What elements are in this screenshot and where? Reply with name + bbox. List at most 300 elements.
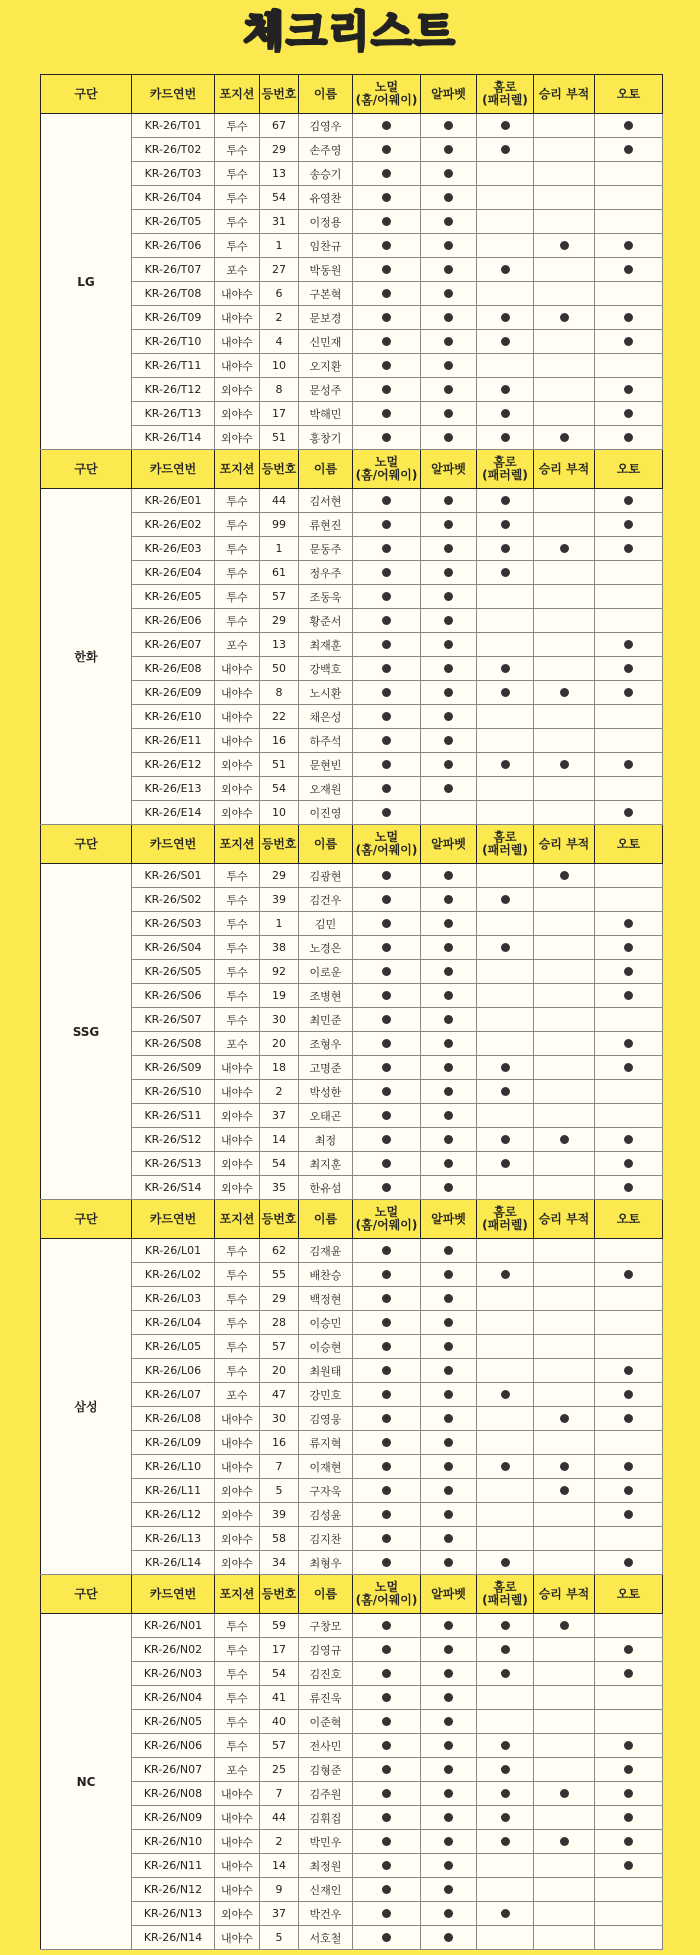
check-charm[interactable] [534, 609, 595, 633]
check-holo[interactable] [477, 1383, 534, 1407]
check-charm[interactable] [534, 1311, 595, 1335]
check-alphabet[interactable] [421, 1128, 477, 1152]
check-alphabet[interactable] [421, 1383, 477, 1407]
check-alphabet[interactable] [421, 282, 477, 306]
check-normal[interactable] [353, 513, 421, 537]
check-alphabet[interactable] [421, 1335, 477, 1359]
check-auto[interactable] [595, 1926, 663, 1950]
check-alphabet[interactable] [421, 1527, 477, 1551]
check-alphabet[interactable] [421, 1662, 477, 1686]
check-normal[interactable] [353, 1503, 421, 1527]
check-charm[interactable] [534, 1878, 595, 1902]
check-holo[interactable] [477, 1902, 534, 1926]
check-holo[interactable] [477, 354, 534, 378]
check-holo[interactable] [477, 1782, 534, 1806]
check-charm[interactable] [534, 1455, 595, 1479]
check-alphabet[interactable] [421, 1431, 477, 1455]
check-auto[interactable] [595, 258, 663, 282]
check-charm[interactable] [534, 1638, 595, 1662]
check-auto[interactable] [595, 1056, 663, 1080]
check-charm[interactable] [534, 1614, 595, 1638]
check-auto[interactable] [595, 1263, 663, 1287]
check-holo[interactable] [477, 1287, 534, 1311]
check-charm[interactable] [534, 378, 595, 402]
check-auto[interactable] [595, 1239, 663, 1263]
check-charm[interactable] [534, 1008, 595, 1032]
check-charm[interactable] [534, 585, 595, 609]
check-normal[interactable] [353, 402, 421, 426]
check-auto[interactable] [595, 1287, 663, 1311]
check-normal[interactable] [353, 1806, 421, 1830]
check-alphabet[interactable] [421, 426, 477, 450]
check-holo[interactable] [477, 234, 534, 258]
check-auto[interactable] [595, 705, 663, 729]
check-charm[interactable] [534, 681, 595, 705]
check-normal[interactable] [353, 1614, 421, 1638]
check-holo[interactable] [477, 1662, 534, 1686]
check-charm[interactable] [534, 186, 595, 210]
check-charm[interactable] [534, 489, 595, 513]
check-holo[interactable] [477, 633, 534, 657]
check-holo[interactable] [477, 513, 534, 537]
check-alphabet[interactable] [421, 114, 477, 138]
check-auto[interactable] [595, 1104, 663, 1128]
check-holo[interactable] [477, 777, 534, 801]
check-holo[interactable] [477, 1758, 534, 1782]
check-alphabet[interactable] [421, 777, 477, 801]
check-alphabet[interactable] [421, 1638, 477, 1662]
check-auto[interactable] [595, 561, 663, 585]
check-charm[interactable] [534, 426, 595, 450]
check-charm[interactable] [534, 1503, 595, 1527]
check-charm[interactable] [534, 1782, 595, 1806]
check-holo[interactable] [477, 378, 534, 402]
check-alphabet[interactable] [421, 402, 477, 426]
check-charm[interactable] [534, 258, 595, 282]
check-charm[interactable] [534, 1239, 595, 1263]
check-auto[interactable] [595, 210, 663, 234]
check-charm[interactable] [534, 234, 595, 258]
check-auto[interactable] [595, 1359, 663, 1383]
check-charm[interactable] [534, 864, 595, 888]
check-charm[interactable] [534, 1080, 595, 1104]
check-holo[interactable] [477, 1686, 534, 1710]
check-charm[interactable] [534, 306, 595, 330]
check-normal[interactable] [353, 1008, 421, 1032]
check-auto[interactable] [595, 1854, 663, 1878]
check-normal[interactable] [353, 1128, 421, 1152]
check-holo[interactable] [477, 1455, 534, 1479]
check-charm[interactable] [534, 1431, 595, 1455]
check-auto[interactable] [595, 1335, 663, 1359]
check-normal[interactable] [353, 1686, 421, 1710]
check-charm[interactable] [534, 888, 595, 912]
check-holo[interactable] [477, 1710, 534, 1734]
check-auto[interactable] [595, 1527, 663, 1551]
check-auto[interactable] [595, 1614, 663, 1638]
check-alphabet[interactable] [421, 1080, 477, 1104]
check-auto[interactable] [595, 1806, 663, 1830]
check-auto[interactable] [595, 864, 663, 888]
check-auto[interactable] [595, 609, 663, 633]
check-auto[interactable] [595, 1407, 663, 1431]
check-holo[interactable] [477, 561, 534, 585]
check-alphabet[interactable] [421, 1311, 477, 1335]
check-holo[interactable] [477, 489, 534, 513]
check-charm[interactable] [534, 402, 595, 426]
check-auto[interactable] [595, 1878, 663, 1902]
check-alphabet[interactable] [421, 378, 477, 402]
check-alphabet[interactable] [421, 138, 477, 162]
check-auto[interactable] [595, 1686, 663, 1710]
check-normal[interactable] [353, 1662, 421, 1686]
check-normal[interactable] [353, 306, 421, 330]
check-auto[interactable] [595, 657, 663, 681]
check-normal[interactable] [353, 1239, 421, 1263]
check-alphabet[interactable] [421, 984, 477, 1008]
check-alphabet[interactable] [421, 1056, 477, 1080]
check-normal[interactable] [353, 609, 421, 633]
check-alphabet[interactable] [421, 1806, 477, 1830]
check-alphabet[interactable] [421, 1455, 477, 1479]
check-normal[interactable] [353, 138, 421, 162]
check-alphabet[interactable] [421, 1287, 477, 1311]
check-normal[interactable] [353, 186, 421, 210]
check-holo[interactable] [477, 888, 534, 912]
check-auto[interactable] [595, 330, 663, 354]
check-holo[interactable] [477, 1854, 534, 1878]
check-normal[interactable] [353, 1032, 421, 1056]
check-normal[interactable] [353, 1455, 421, 1479]
check-holo[interactable] [477, 1527, 534, 1551]
check-holo[interactable] [477, 1176, 534, 1200]
check-auto[interactable] [595, 1551, 663, 1575]
check-auto[interactable] [595, 402, 663, 426]
check-auto[interactable] [595, 426, 663, 450]
check-alphabet[interactable] [421, 864, 477, 888]
check-charm[interactable] [534, 729, 595, 753]
check-alphabet[interactable] [421, 1902, 477, 1926]
check-holo[interactable] [477, 114, 534, 138]
check-alphabet[interactable] [421, 489, 477, 513]
check-holo[interactable] [477, 1638, 534, 1662]
check-holo[interactable] [477, 1614, 534, 1638]
check-auto[interactable] [595, 1758, 663, 1782]
check-auto[interactable] [595, 1710, 663, 1734]
check-charm[interactable] [534, 1176, 595, 1200]
check-charm[interactable] [534, 138, 595, 162]
check-holo[interactable] [477, 657, 534, 681]
check-normal[interactable] [353, 258, 421, 282]
check-normal[interactable] [353, 1359, 421, 1383]
check-alphabet[interactable] [421, 1758, 477, 1782]
check-normal[interactable] [353, 282, 421, 306]
check-holo[interactable] [477, 960, 534, 984]
check-charm[interactable] [534, 354, 595, 378]
check-charm[interactable] [534, 912, 595, 936]
check-holo[interactable] [477, 936, 534, 960]
check-normal[interactable] [353, 1830, 421, 1854]
check-charm[interactable] [534, 1830, 595, 1854]
check-charm[interactable] [534, 537, 595, 561]
check-charm[interactable] [534, 330, 595, 354]
check-charm[interactable] [534, 936, 595, 960]
check-auto[interactable] [595, 234, 663, 258]
check-auto[interactable] [595, 186, 663, 210]
check-alphabet[interactable] [421, 888, 477, 912]
check-charm[interactable] [534, 282, 595, 306]
check-normal[interactable] [353, 1527, 421, 1551]
check-alphabet[interactable] [421, 657, 477, 681]
check-alphabet[interactable] [421, 1614, 477, 1638]
check-charm[interactable] [534, 777, 595, 801]
check-charm[interactable] [534, 1359, 595, 1383]
check-normal[interactable] [353, 657, 421, 681]
check-holo[interactable] [477, 426, 534, 450]
check-alphabet[interactable] [421, 306, 477, 330]
check-holo[interactable] [477, 210, 534, 234]
check-alphabet[interactable] [421, 561, 477, 585]
check-holo[interactable] [477, 1503, 534, 1527]
check-auto[interactable] [595, 1152, 663, 1176]
check-normal[interactable] [353, 234, 421, 258]
check-auto[interactable] [595, 1638, 663, 1662]
check-holo[interactable] [477, 138, 534, 162]
check-auto[interactable] [595, 1032, 663, 1056]
check-auto[interactable] [595, 912, 663, 936]
check-alphabet[interactable] [421, 609, 477, 633]
check-normal[interactable] [353, 489, 421, 513]
check-normal[interactable] [353, 354, 421, 378]
check-auto[interactable] [595, 753, 663, 777]
check-auto[interactable] [595, 1080, 663, 1104]
check-alphabet[interactable] [421, 1503, 477, 1527]
check-normal[interactable] [353, 1080, 421, 1104]
check-auto[interactable] [595, 801, 663, 825]
check-alphabet[interactable] [421, 960, 477, 984]
check-holo[interactable] [477, 186, 534, 210]
check-holo[interactable] [477, 864, 534, 888]
check-holo[interactable] [477, 681, 534, 705]
check-holo[interactable] [477, 1311, 534, 1335]
check-alphabet[interactable] [421, 801, 477, 825]
check-charm[interactable] [534, 657, 595, 681]
check-holo[interactable] [477, 1551, 534, 1575]
check-auto[interactable] [595, 984, 663, 1008]
check-alphabet[interactable] [421, 753, 477, 777]
check-auto[interactable] [595, 1128, 663, 1152]
check-normal[interactable] [353, 1854, 421, 1878]
check-alphabet[interactable] [421, 1176, 477, 1200]
check-holo[interactable] [477, 1926, 534, 1950]
check-charm[interactable] [534, 1710, 595, 1734]
check-alphabet[interactable] [421, 513, 477, 537]
check-charm[interactable] [534, 1551, 595, 1575]
check-auto[interactable] [595, 585, 663, 609]
check-holo[interactable] [477, 801, 534, 825]
check-charm[interactable] [534, 114, 595, 138]
check-normal[interactable] [353, 1335, 421, 1359]
check-alphabet[interactable] [421, 1782, 477, 1806]
check-charm[interactable] [534, 1056, 595, 1080]
check-charm[interactable] [534, 1527, 595, 1551]
check-normal[interactable] [353, 984, 421, 1008]
check-charm[interactable] [534, 984, 595, 1008]
check-charm[interactable] [534, 561, 595, 585]
check-normal[interactable] [353, 1638, 421, 1662]
check-auto[interactable] [595, 1662, 663, 1686]
check-normal[interactable] [353, 753, 421, 777]
check-normal[interactable] [353, 1407, 421, 1431]
check-alphabet[interactable] [421, 705, 477, 729]
check-holo[interactable] [477, 537, 534, 561]
check-alphabet[interactable] [421, 537, 477, 561]
check-charm[interactable] [534, 210, 595, 234]
check-holo[interactable] [477, 729, 534, 753]
check-holo[interactable] [477, 1056, 534, 1080]
check-auto[interactable] [595, 378, 663, 402]
check-holo[interactable] [477, 1152, 534, 1176]
check-normal[interactable] [353, 585, 421, 609]
check-alphabet[interactable] [421, 1551, 477, 1575]
check-normal[interactable] [353, 801, 421, 825]
check-normal[interactable] [353, 729, 421, 753]
check-holo[interactable] [477, 402, 534, 426]
check-charm[interactable] [534, 162, 595, 186]
check-normal[interactable] [353, 912, 421, 936]
check-normal[interactable] [353, 1782, 421, 1806]
check-charm[interactable] [534, 1032, 595, 1056]
check-holo[interactable] [477, 1806, 534, 1830]
check-normal[interactable] [353, 1902, 421, 1926]
check-alphabet[interactable] [421, 234, 477, 258]
check-alphabet[interactable] [421, 330, 477, 354]
check-normal[interactable] [353, 210, 421, 234]
check-alphabet[interactable] [421, 1710, 477, 1734]
check-alphabet[interactable] [421, 1854, 477, 1878]
check-normal[interactable] [353, 1287, 421, 1311]
check-holo[interactable] [477, 1431, 534, 1455]
check-normal[interactable] [353, 936, 421, 960]
check-auto[interactable] [595, 1455, 663, 1479]
check-holo[interactable] [477, 282, 534, 306]
check-holo[interactable] [477, 306, 534, 330]
check-holo[interactable] [477, 162, 534, 186]
check-alphabet[interactable] [421, 1407, 477, 1431]
check-alphabet[interactable] [421, 258, 477, 282]
check-normal[interactable] [353, 864, 421, 888]
check-charm[interactable] [534, 1287, 595, 1311]
check-alphabet[interactable] [421, 1359, 477, 1383]
check-holo[interactable] [477, 1104, 534, 1128]
check-normal[interactable] [353, 330, 421, 354]
check-auto[interactable] [595, 633, 663, 657]
check-auto[interactable] [595, 1383, 663, 1407]
check-charm[interactable] [534, 1926, 595, 1950]
check-normal[interactable] [353, 378, 421, 402]
check-alphabet[interactable] [421, 1926, 477, 1950]
check-holo[interactable] [477, 1359, 534, 1383]
check-auto[interactable] [595, 537, 663, 561]
check-charm[interactable] [534, 513, 595, 537]
check-holo[interactable] [477, 1878, 534, 1902]
check-alphabet[interactable] [421, 1104, 477, 1128]
check-normal[interactable] [353, 1383, 421, 1407]
check-auto[interactable] [595, 1479, 663, 1503]
check-charm[interactable] [534, 1686, 595, 1710]
check-auto[interactable] [595, 138, 663, 162]
check-auto[interactable] [595, 681, 663, 705]
check-charm[interactable] [534, 705, 595, 729]
check-holo[interactable] [477, 1734, 534, 1758]
check-normal[interactable] [353, 1734, 421, 1758]
check-alphabet[interactable] [421, 633, 477, 657]
check-alphabet[interactable] [421, 210, 477, 234]
check-holo[interactable] [477, 1830, 534, 1854]
check-auto[interactable] [595, 1782, 663, 1806]
check-normal[interactable] [353, 633, 421, 657]
check-charm[interactable] [534, 753, 595, 777]
check-normal[interactable] [353, 1878, 421, 1902]
check-normal[interactable] [353, 114, 421, 138]
check-holo[interactable] [477, 330, 534, 354]
check-charm[interactable] [534, 1806, 595, 1830]
check-alphabet[interactable] [421, 936, 477, 960]
check-charm[interactable] [534, 1902, 595, 1926]
check-charm[interactable] [534, 633, 595, 657]
check-normal[interactable] [353, 705, 421, 729]
check-alphabet[interactable] [421, 729, 477, 753]
check-holo[interactable] [477, 258, 534, 282]
check-auto[interactable] [595, 1830, 663, 1854]
check-charm[interactable] [534, 1383, 595, 1407]
check-auto[interactable] [595, 729, 663, 753]
check-normal[interactable] [353, 1479, 421, 1503]
check-normal[interactable] [353, 1551, 421, 1575]
check-holo[interactable] [477, 1032, 534, 1056]
check-auto[interactable] [595, 1734, 663, 1758]
check-normal[interactable] [353, 1710, 421, 1734]
check-alphabet[interactable] [421, 1878, 477, 1902]
check-alphabet[interactable] [421, 912, 477, 936]
check-charm[interactable] [534, 1734, 595, 1758]
check-alphabet[interactable] [421, 1032, 477, 1056]
check-normal[interactable] [353, 960, 421, 984]
check-alphabet[interactable] [421, 162, 477, 186]
check-auto[interactable] [595, 1431, 663, 1455]
check-auto[interactable] [595, 888, 663, 912]
check-normal[interactable] [353, 1263, 421, 1287]
check-charm[interactable] [534, 1128, 595, 1152]
check-alphabet[interactable] [421, 585, 477, 609]
check-holo[interactable] [477, 912, 534, 936]
check-charm[interactable] [534, 801, 595, 825]
check-alphabet[interactable] [421, 681, 477, 705]
check-auto[interactable] [595, 1008, 663, 1032]
check-charm[interactable] [534, 1104, 595, 1128]
check-holo[interactable] [477, 1128, 534, 1152]
check-normal[interactable] [353, 888, 421, 912]
check-normal[interactable] [353, 1926, 421, 1950]
check-holo[interactable] [477, 1263, 534, 1287]
check-holo[interactable] [477, 705, 534, 729]
check-alphabet[interactable] [421, 1239, 477, 1263]
check-charm[interactable] [534, 960, 595, 984]
check-normal[interactable] [353, 426, 421, 450]
check-alphabet[interactable] [421, 1479, 477, 1503]
check-holo[interactable] [477, 1479, 534, 1503]
check-holo[interactable] [477, 1407, 534, 1431]
